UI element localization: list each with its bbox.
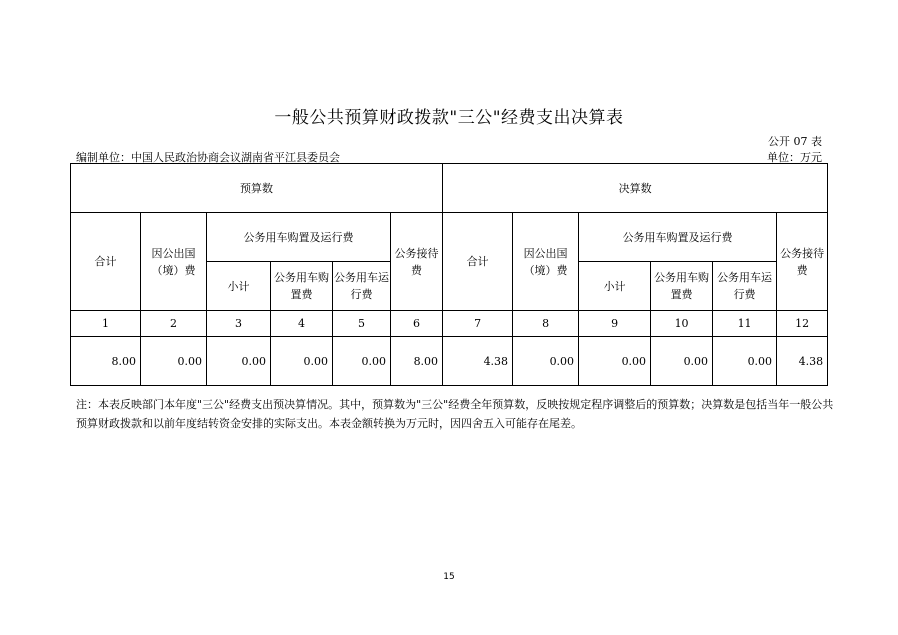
final-subtotal-header: 小计	[579, 262, 651, 311]
value-cell: 0.00	[651, 337, 713, 386]
compiler-label: 编制单位：中国人民政治协商会议湖南省平江县委员会	[76, 151, 340, 164]
column-number: 12	[777, 311, 828, 337]
budget-abroad-header: 因公出国（境）费	[141, 213, 207, 311]
budget-vehicle-header: 公务用车购置及运行费	[207, 213, 391, 262]
final-vehicle-header: 公务用车购置及运行费	[579, 213, 777, 262]
budget-vehicle-purchase-header: 公务用车购置费	[271, 262, 333, 311]
final-header: 决算数	[443, 164, 828, 213]
value-cell: 0.00	[141, 337, 207, 386]
column-number: 7	[443, 311, 513, 337]
page-title: 一般公共预算财政拨款"三公"经费支出决算表	[274, 108, 624, 128]
column-number: 9	[579, 311, 651, 337]
value-cell: 8.00	[71, 337, 141, 386]
column-number: 2	[141, 311, 207, 337]
final-vehicle-purchase-header: 公务用车购置费	[651, 262, 713, 311]
table-note: 注：本表反映部门本年度"三公"经费支出预决算情况。其中，预算数为"三公"经费全年预算数，反映按规定程序调整后的预算数；决算数是包括当年一般公共预算财政拨款和以前年度结转资金安排的实际支出。本表金额转换为万元时，因四舍五入可能存在尾差。	[76, 398, 834, 430]
value-cell: 0.00	[207, 337, 271, 386]
column-number: 5	[333, 311, 391, 337]
expenditure-table	[70, 163, 828, 386]
budget-subtotal-header: 小计	[207, 262, 271, 311]
budget-header: 预算数	[71, 164, 443, 213]
value-cell: 0.00	[579, 337, 651, 386]
column-number: 1	[71, 311, 141, 337]
final-reception-header: 公务接待费	[777, 213, 828, 311]
value-cell: 8.00	[391, 337, 443, 386]
column-number: 10	[651, 311, 713, 337]
final-total-header: 合计	[443, 213, 513, 311]
final-abroad-header: 因公出国（境）费	[513, 213, 579, 311]
value-cell: 0.00	[333, 337, 391, 386]
value-cell: 0.00	[513, 337, 579, 386]
value-cell: 0.00	[271, 337, 333, 386]
form-number: 公开 07 表	[768, 135, 822, 148]
budget-total-header: 合计	[71, 213, 141, 311]
column-number: 3	[207, 311, 271, 337]
budget-reception-header: 公务接待费	[391, 213, 443, 311]
budget-vehicle-operation-header: 公务用车运行费	[333, 262, 391, 311]
column-number: 6	[391, 311, 443, 337]
column-number-row	[71, 311, 828, 337]
column-number: 4	[271, 311, 333, 337]
table-row	[71, 337, 828, 386]
value-cell: 4.38	[443, 337, 513, 386]
final-vehicle-operation-header: 公务用车运行费	[713, 262, 777, 311]
value-cell: 0.00	[713, 337, 777, 386]
value-cell: 4.38	[777, 337, 828, 386]
column-number: 11	[713, 311, 777, 337]
page-number: 15	[443, 572, 455, 582]
unit-label: 单位：万元	[767, 151, 822, 164]
column-number: 8	[513, 311, 579, 337]
